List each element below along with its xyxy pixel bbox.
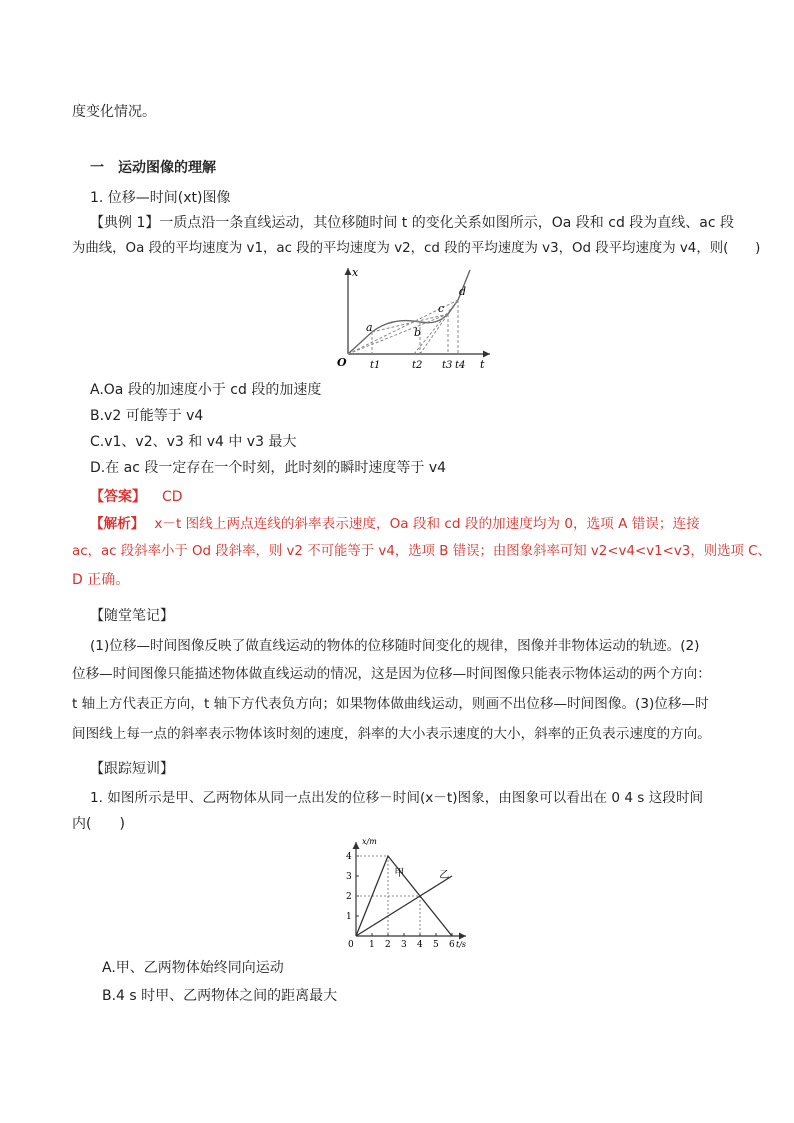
point-a: a [366,321,373,334]
notes-line3: t 轴上方代表正方向，t 轴下方代表负方向；如果物体做曲线运动，则画不出位移—时间图像。(3)位移—时 [72,696,709,712]
practice-q1-line2: 内( ) [72,816,125,832]
practice-option-a: A.甲、乙两物体始终同向运动 [102,960,284,976]
chart-y-tick-label: 3 [346,872,352,882]
example-x-label: t [480,358,485,371]
analysis-line3: D 正确。 [72,572,130,588]
example-y-label: x [352,266,359,279]
practice-option-b: B.4 s 时甲、乙两物体之间的距离最大 [102,988,338,1004]
answer-label: 【答案】 [90,489,146,505]
chart-x-tick-label: 5 [433,940,439,950]
example-stem-line1 [90,213,734,233]
tick-t2: t2 [412,360,423,371]
oc-chord [348,314,448,354]
example-origin: O [337,356,347,369]
chart-series-line [356,876,452,936]
chart-x-tick-label: 4 [417,940,423,950]
chart-series-label: 甲 [394,868,405,879]
chart-x-tick-label: 3 [401,940,407,950]
notes-line2: 位移—时间图像只能描述物体做直线运动的情况，这是因为位移—时间图像只能表示物体运动的两个方向： [72,666,711,682]
chart-y-tick-label: 1 [346,912,352,922]
tick-t1: t1 [370,360,381,371]
chart-y-tick-label: 4 [346,852,352,862]
practice-chart [336,838,486,950]
chart-x-tick-label: 1 [369,940,375,950]
point-b: b [414,326,422,339]
answer-value: CD [162,489,183,505]
option-a: A.Oa 段的加速度小于 cd 段的加速度 [90,382,322,398]
option-d: D.在 ac 段一定存在一个时刻，此时刻的瞬时速度等于 v4 [90,460,447,476]
example-curve [348,270,470,354]
practice-label: 【跟踪短训】 [90,761,174,777]
option-c: C.v1、v2、v3 和 v4 中 v3 最大 [90,434,297,450]
analysis-line2: ac，ac 段斜率小于 Od 段斜率，则 v2 不可能等于 v4，选项 B 错误；由图象斜率可知 v2<v4<v1<v3，则选项 C、 [72,544,771,559]
chart-y-label: x/m [362,838,377,846]
subsection-title: 1. 位移—时间(xt)图像 [90,190,231,206]
tick-t3: t3 [442,360,453,371]
chart-origin-label: 0 [348,940,354,950]
notes-line4: 间图线上每一点的斜率表示物体该时刻的速度，斜率的大小表示速度的大小，斜率的正负表示速度的方向。 [72,726,711,742]
chart-series-label: 乙 [439,870,450,881]
option-b: B.v2 可能等于 v4 [90,408,204,424]
chart-y-tick-label: 2 [346,892,352,902]
section-heading: 一 运动图像的理解 [90,160,216,176]
analysis-text-1: x－t 图线上两点连线的斜率表示速度，Oa 段和 cd 段的加速度均为 0，选项 A 错误；连接 [154,516,700,532]
analysis-line1 [90,514,700,534]
notes-label: 【随堂笔记】 [90,608,174,624]
chart-x-tick-label: 2 [385,940,391,950]
chart-x-label: t/s [456,940,467,949]
example-label: 【典例 1】 [90,215,160,231]
example-stem-text-1: 一质点沿一条直线运动，其位移随时间 t 的变化关系如图所示，Oa 段和 cd 段为直线、ac 段 [159,215,735,231]
example-figure [330,262,500,374]
analysis-label: 【解析】 [90,516,145,532]
tick-t4: t4 [455,360,466,371]
intro-tail: 度变化情况。 [72,104,156,120]
answer-line [90,487,183,507]
point-d: d [459,285,467,298]
example-stem-line2: 为曲线，Oa 段的平均速度为 v1，ac 段的平均速度为 v2，cd 段的平均速度为 v3，Od 段平均速度为 v4，则( ) [72,241,761,256]
practice-q1-line1: 1. 如图所示是甲、乙两物体从同一点出发的位移－时间(x－t)图象，由图象可以看出在 0 4 s 这段时间 [90,790,704,806]
notes-line1: (1)位移—时间图像反映了做直线运动的物体的位移随时间变化的规律，图像并非物体运动的轨迹。(2) [90,638,700,654]
point-c: c [438,302,445,315]
chart-x-tick-label: 6 [449,940,455,950]
